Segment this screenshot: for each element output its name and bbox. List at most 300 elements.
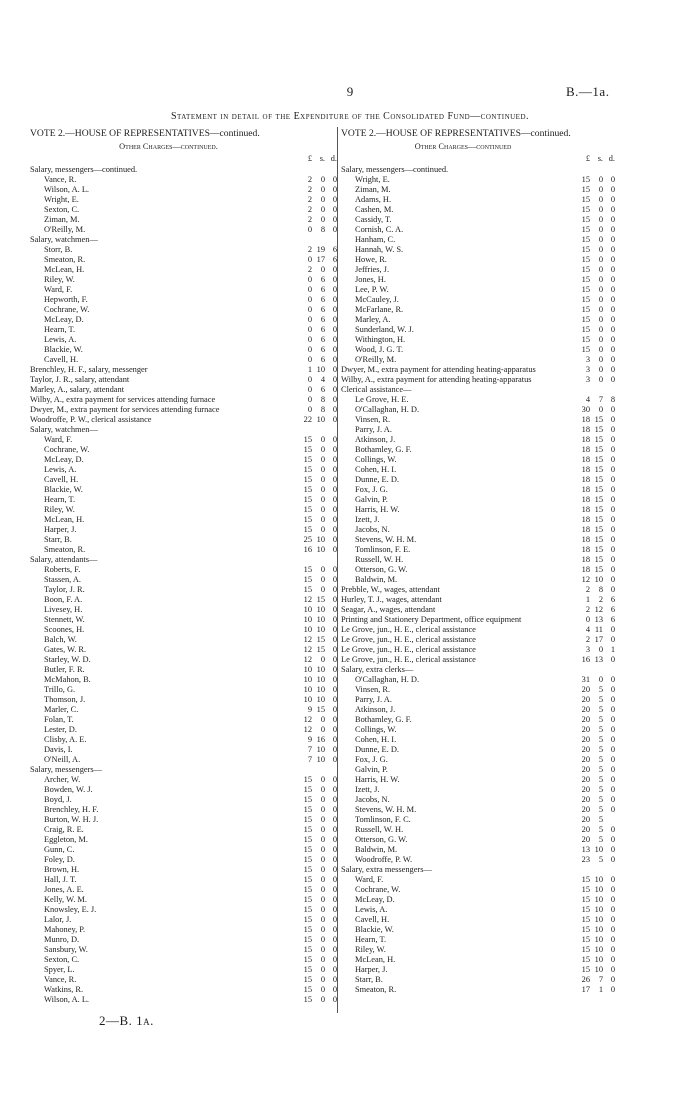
entry-label bbox=[30, 285, 296, 295]
amount-shillings: 5 bbox=[598, 775, 603, 784]
amount bbox=[574, 815, 615, 825]
amount-shillings: 6 bbox=[320, 315, 325, 324]
statement-heading-text: Statement in detail of the Expenditure of the Consolidated Fund—continued. bbox=[170, 111, 530, 122]
amount bbox=[296, 975, 337, 985]
amount-pounds: 15 bbox=[303, 575, 312, 584]
amount-shillings: 0 bbox=[320, 785, 325, 794]
amount-shillings: 6 bbox=[320, 385, 325, 394]
amount-pounds: 3 bbox=[585, 355, 590, 364]
entry-label-text: Salary, watchmen— bbox=[30, 425, 98, 434]
amount bbox=[574, 435, 615, 445]
amount-pence: 0 bbox=[610, 735, 615, 744]
amount bbox=[574, 905, 615, 915]
amount-pence: 0 bbox=[610, 235, 615, 244]
ledger-row bbox=[30, 965, 337, 975]
amount bbox=[296, 885, 337, 895]
entry-label bbox=[30, 545, 296, 555]
ledger-row bbox=[341, 335, 615, 345]
amount-shillings: 11 bbox=[594, 625, 603, 634]
amount-shillings: 0 bbox=[598, 255, 603, 264]
entry-label-text: Fox, J. G. bbox=[355, 755, 388, 764]
amount-pence: 0 bbox=[610, 185, 615, 194]
amount-pence: 0 bbox=[332, 985, 337, 994]
amount-pounds: 23 bbox=[581, 855, 590, 864]
entry-label bbox=[30, 605, 296, 615]
ledger-row bbox=[341, 595, 615, 605]
entry-label bbox=[341, 545, 574, 555]
entry-label bbox=[30, 585, 296, 595]
amount-pounds: 16 bbox=[303, 545, 312, 554]
entry-label-text: Ziman, M. bbox=[355, 185, 391, 194]
amount-shillings: 7 bbox=[598, 975, 603, 984]
amount-pence: 0 bbox=[332, 495, 337, 504]
amount-pounds: 15 bbox=[581, 235, 590, 244]
ledger-row bbox=[30, 625, 337, 635]
amount-pence: 0 bbox=[332, 645, 337, 654]
ledger-row bbox=[341, 465, 615, 475]
ledger-row bbox=[30, 805, 337, 815]
amount bbox=[296, 645, 337, 655]
amount bbox=[296, 595, 337, 605]
entry-label-text: O'Neill, A. bbox=[44, 755, 81, 764]
entry-label-text: Marley, A. bbox=[355, 315, 391, 324]
amount-pounds: 15 bbox=[303, 485, 312, 494]
ledger-row bbox=[30, 205, 337, 215]
vote-title: VOTE 2.—HOUSE OF REPRESENTATIVES—continued. bbox=[341, 128, 571, 139]
amount bbox=[574, 235, 615, 245]
amount-shillings: 15 bbox=[594, 465, 603, 474]
amount-pence: 0 bbox=[610, 675, 615, 684]
ledger-row bbox=[30, 515, 337, 525]
amount-pounds: 15 bbox=[581, 935, 590, 944]
amount-pence: 0 bbox=[332, 715, 337, 724]
amount-pence: 0 bbox=[332, 215, 337, 224]
entry-label bbox=[30, 335, 296, 345]
ledger-row bbox=[30, 455, 337, 465]
ledger-row bbox=[341, 715, 615, 725]
amount bbox=[296, 485, 337, 495]
amount-pounds: 15 bbox=[303, 995, 312, 1004]
currency-header bbox=[30, 153, 337, 165]
ledger-row bbox=[341, 635, 615, 645]
entry-label-text: Cochrane, W. bbox=[44, 445, 90, 454]
amount-pence: 0 bbox=[332, 735, 337, 744]
currency-shillings: s. bbox=[319, 154, 325, 163]
amount bbox=[296, 225, 337, 235]
amount-shillings: 10 bbox=[316, 685, 325, 694]
entry-label-text: Salary, messengers—continued. bbox=[341, 165, 449, 174]
amount-pence: 0 bbox=[610, 455, 615, 464]
entry-label bbox=[341, 945, 574, 955]
amount-pence: 1 bbox=[610, 645, 615, 654]
amount-pence: 0 bbox=[332, 175, 337, 184]
amount-pounds: 3 bbox=[585, 645, 590, 654]
entry-label bbox=[341, 185, 574, 195]
amount-shillings: 15 bbox=[594, 415, 603, 424]
section-heading bbox=[30, 235, 296, 245]
entry-label-text: Wilby, A., extra payment for services attending furnace bbox=[30, 395, 216, 404]
entry-label-text: Cohen, H. I. bbox=[355, 465, 397, 474]
amount bbox=[574, 895, 615, 905]
ledger-row bbox=[30, 575, 337, 585]
amount-pounds: 15 bbox=[303, 805, 312, 814]
entry-label bbox=[341, 255, 574, 265]
entry-label-text: Jacobs, N. bbox=[355, 795, 390, 804]
ledger-row bbox=[30, 785, 337, 795]
ledger-row bbox=[30, 175, 337, 185]
amount bbox=[574, 985, 615, 995]
entry-label-text: Craig, R. E. bbox=[44, 825, 84, 834]
amount-pounds: 25 bbox=[303, 535, 312, 544]
entry-label bbox=[30, 725, 296, 735]
ledger-row bbox=[341, 575, 615, 585]
amount-pence: 0 bbox=[332, 905, 337, 914]
amount-shillings: 10 bbox=[594, 915, 603, 924]
amount bbox=[296, 385, 337, 395]
amount-shillings: 6 bbox=[320, 355, 325, 364]
amount bbox=[574, 955, 615, 965]
amount-shillings: 10 bbox=[316, 605, 325, 614]
entry-label-text: Cochrane, W. bbox=[44, 305, 90, 314]
amount bbox=[296, 325, 337, 335]
entry-label bbox=[30, 305, 296, 315]
amount bbox=[574, 445, 615, 455]
entry-label-text: Hanham, C. bbox=[355, 235, 396, 244]
entry-label bbox=[341, 495, 574, 505]
amount-shillings: 6 bbox=[320, 305, 325, 314]
amount-pence: 0 bbox=[332, 435, 337, 444]
amount-pence: 0 bbox=[332, 415, 337, 424]
amount-shillings: 0 bbox=[598, 235, 603, 244]
entry-label bbox=[30, 365, 296, 375]
amount-pounds: 15 bbox=[581, 885, 590, 894]
amount-pence: 0 bbox=[610, 985, 615, 994]
ledger-row bbox=[341, 235, 615, 245]
amount-shillings: 15 bbox=[316, 635, 325, 644]
amount-pence: 0 bbox=[610, 845, 615, 854]
amount-pounds: 10 bbox=[303, 605, 312, 614]
ledger-row bbox=[30, 435, 337, 445]
amount-shillings: 5 bbox=[598, 725, 603, 734]
amount-shillings: 0 bbox=[320, 975, 325, 984]
entry-label bbox=[341, 285, 574, 295]
amount-pounds: 10 bbox=[303, 695, 312, 704]
entry-label-text: Izett, J. bbox=[355, 785, 380, 794]
amount-pounds: 20 bbox=[581, 745, 590, 754]
entry-label bbox=[341, 415, 574, 425]
amount-pence: 0 bbox=[610, 705, 615, 714]
entry-label-text: Brenchley, H. F., salary, messenger bbox=[30, 365, 148, 374]
entry-label-text: Smeaton, R. bbox=[44, 255, 86, 264]
entry-label bbox=[341, 735, 574, 745]
entry-label bbox=[30, 945, 296, 955]
entry-label-text: Starr, B. bbox=[355, 975, 383, 984]
entry-label-text: Archer, W. bbox=[44, 775, 81, 784]
amount-pence: 0 bbox=[610, 935, 615, 944]
amount-pounds: 10 bbox=[303, 615, 312, 624]
amount-shillings: 10 bbox=[316, 695, 325, 704]
amount-pounds: 15 bbox=[303, 775, 312, 784]
entry-label bbox=[341, 575, 574, 585]
amount bbox=[296, 905, 337, 915]
entry-label-text: Cashen, M. bbox=[355, 205, 394, 214]
ledger-row bbox=[341, 365, 615, 375]
entry-label-text: Blackie, W. bbox=[44, 345, 83, 354]
amount-pence: 0 bbox=[332, 195, 337, 204]
amount-pence: 0 bbox=[610, 305, 615, 314]
amount bbox=[296, 505, 337, 515]
entry-label bbox=[341, 905, 574, 915]
amount-pence: 0 bbox=[332, 605, 337, 614]
amount-pounds: 0 bbox=[307, 335, 312, 344]
ledger-row bbox=[341, 915, 615, 925]
amount-pounds: 20 bbox=[581, 765, 590, 774]
amount-pounds: 18 bbox=[581, 505, 590, 514]
ledger-row bbox=[341, 225, 615, 235]
amount-pounds: 10 bbox=[303, 625, 312, 634]
entry-label bbox=[30, 865, 296, 875]
amount-shillings: 15 bbox=[594, 445, 603, 454]
entry-label-text: Wright, E. bbox=[355, 175, 390, 184]
amount-pounds: 18 bbox=[581, 565, 590, 574]
amount bbox=[296, 545, 337, 555]
amount-shillings: 10 bbox=[594, 575, 603, 584]
entry-label-text: Riley, W. bbox=[44, 275, 75, 284]
amount-pounds: 15 bbox=[303, 955, 312, 964]
entry-label bbox=[30, 705, 296, 715]
amount-shillings: 5 bbox=[598, 785, 603, 794]
amount-pounds: 12 bbox=[303, 645, 312, 654]
entry-label-text: Marler, C. bbox=[44, 705, 79, 714]
amount bbox=[574, 495, 615, 505]
amount bbox=[296, 845, 337, 855]
amount-pence: 0 bbox=[332, 385, 337, 394]
amount-pounds: 2 bbox=[307, 185, 312, 194]
ledger-row bbox=[341, 275, 615, 285]
document-reference: B.—1a. bbox=[566, 84, 610, 99]
ledger-row bbox=[30, 835, 337, 845]
amount-pence: 0 bbox=[610, 365, 615, 374]
amount-shillings: 10 bbox=[594, 905, 603, 914]
entry-label bbox=[30, 735, 296, 745]
amount-pounds: 15 bbox=[303, 825, 312, 834]
amount-pence: 0 bbox=[610, 825, 615, 834]
entry-label bbox=[341, 365, 574, 375]
amount-pence: 0 bbox=[610, 655, 615, 664]
amount bbox=[574, 945, 615, 955]
amount-pounds: 15 bbox=[581, 225, 590, 234]
entry-label bbox=[30, 355, 296, 365]
amount-pounds: 15 bbox=[581, 945, 590, 954]
entry-label-text: Cavell, H. bbox=[44, 475, 79, 484]
amount bbox=[296, 635, 337, 645]
ledger-row bbox=[341, 925, 615, 935]
amount-pounds: 18 bbox=[581, 545, 590, 554]
entry-label-text: Hepworth, F. bbox=[44, 295, 88, 304]
amount-shillings: 0 bbox=[320, 715, 325, 724]
amount-shillings: 0 bbox=[320, 955, 325, 964]
currency-shillings: s. bbox=[597, 154, 603, 163]
amount bbox=[574, 705, 615, 715]
entry-label-text: Wilson, A. L. bbox=[44, 995, 90, 1004]
entry-label bbox=[341, 795, 574, 805]
amount-pounds: 15 bbox=[581, 285, 590, 294]
amount-shillings: 15 bbox=[594, 515, 603, 524]
amount-shillings: 17 bbox=[316, 255, 325, 264]
ledger-row bbox=[30, 265, 337, 275]
amount-pounds: 18 bbox=[581, 455, 590, 464]
entry-label-text: Harris, H. W. bbox=[355, 505, 400, 514]
entry-label-text: Brenchley, H. F. bbox=[44, 805, 99, 814]
entry-label bbox=[341, 705, 574, 715]
amount bbox=[296, 585, 337, 595]
amount-pounds: 20 bbox=[581, 825, 590, 834]
amount-pounds: 15 bbox=[303, 585, 312, 594]
amount bbox=[296, 745, 337, 755]
amount-pence: 0 bbox=[332, 265, 337, 274]
amount-shillings: 5 bbox=[598, 695, 603, 704]
amount-pounds: 0 bbox=[585, 615, 590, 624]
amount-pence: 0 bbox=[332, 595, 337, 604]
amount-pounds: 26 bbox=[581, 975, 590, 984]
amount bbox=[574, 315, 615, 325]
entry-label bbox=[30, 695, 296, 705]
entry-label-text: Vance, R. bbox=[44, 975, 77, 984]
entry-label-text: Dwyer, M., extra payment for attending heating-apparatus bbox=[341, 365, 536, 374]
amount bbox=[296, 715, 337, 725]
amount-shillings: 12 bbox=[594, 605, 603, 614]
ledger-row bbox=[341, 855, 615, 865]
amount-shillings: 0 bbox=[320, 445, 325, 454]
amount-shillings: 0 bbox=[320, 495, 325, 504]
ledger-row bbox=[30, 715, 337, 725]
ledger-row bbox=[30, 185, 337, 195]
entry-label-text: Lalor, J. bbox=[44, 915, 72, 924]
amount-shillings: 0 bbox=[320, 985, 325, 994]
ledger-row bbox=[341, 775, 615, 785]
entry-label bbox=[341, 755, 574, 765]
ledger-row bbox=[341, 605, 615, 615]
amount-shillings: 10 bbox=[594, 955, 603, 964]
amount-pence: 0 bbox=[332, 465, 337, 474]
amount bbox=[296, 365, 337, 375]
entry-label-text: Hall, J. T. bbox=[44, 875, 77, 884]
amount-pounds: 15 bbox=[303, 795, 312, 804]
amount-pounds: 15 bbox=[303, 975, 312, 984]
ledger-row bbox=[30, 985, 337, 995]
amount-pence: 0 bbox=[332, 835, 337, 844]
section-heading bbox=[30, 555, 296, 565]
amount bbox=[574, 335, 615, 345]
amount-pence: 0 bbox=[610, 575, 615, 584]
amount-shillings: 10 bbox=[316, 535, 325, 544]
ledger-row bbox=[341, 355, 615, 365]
entry-label-text: Stennett, W. bbox=[44, 615, 85, 624]
amount bbox=[574, 285, 615, 295]
ledger-row bbox=[30, 685, 337, 695]
entry-label-text: Galvin, P. bbox=[355, 765, 388, 774]
entry-label-text: O'Callaghan, H. D. bbox=[355, 675, 420, 684]
entry-label-text: Cavell, H. bbox=[44, 355, 79, 364]
entry-label bbox=[341, 305, 574, 315]
section-heading-row bbox=[30, 235, 337, 245]
entry-label-text: O'Reilly, M. bbox=[355, 355, 397, 364]
entry-label bbox=[341, 375, 574, 385]
amount-shillings: 5 bbox=[598, 715, 603, 724]
amount-pounds: 0 bbox=[307, 325, 312, 334]
amount-pence: 0 bbox=[610, 895, 615, 904]
amount-pence: 0 bbox=[610, 925, 615, 934]
ledger-row bbox=[341, 735, 615, 745]
amount-pounds: 13 bbox=[581, 845, 590, 854]
entry-label-text: Baldwin, M. bbox=[355, 845, 398, 854]
amount-shillings: 0 bbox=[320, 845, 325, 854]
amount bbox=[296, 915, 337, 925]
amount-shillings: 5 bbox=[598, 685, 603, 694]
entry-label bbox=[341, 245, 574, 255]
entry-label bbox=[30, 175, 296, 185]
amount bbox=[296, 185, 337, 195]
amount-pence: 0 bbox=[332, 685, 337, 694]
ledger-row bbox=[30, 285, 337, 295]
amount-pounds: 2 bbox=[585, 605, 590, 614]
entry-label-text: Gates, W. R. bbox=[44, 645, 87, 654]
amount-shillings: 0 bbox=[320, 995, 325, 1004]
entry-label bbox=[30, 655, 296, 665]
currency-pounds: £ bbox=[307, 154, 312, 163]
amount-pounds: 7 bbox=[307, 745, 312, 754]
amount-pounds: 15 bbox=[581, 915, 590, 924]
amount bbox=[574, 455, 615, 465]
ledger-row bbox=[30, 855, 337, 865]
amount-shillings: 0 bbox=[320, 885, 325, 894]
entry-label-text: Foley, D. bbox=[44, 855, 75, 864]
entry-label bbox=[30, 905, 296, 915]
entry-label bbox=[341, 695, 574, 705]
amount-pence: 0 bbox=[610, 545, 615, 554]
entry-label-text: Printing and Stationery Department, office equipment bbox=[341, 615, 522, 624]
entry-label-text: Ward, F. bbox=[44, 285, 73, 294]
entry-label-text: Watkins, R. bbox=[44, 985, 84, 994]
entry-label-text: Salary, extra messengers— bbox=[341, 865, 432, 874]
amount-pence: 0 bbox=[610, 805, 615, 814]
entry-label bbox=[341, 605, 574, 615]
amount-shillings: 19 bbox=[316, 245, 325, 254]
amount bbox=[296, 825, 337, 835]
amount-shillings: 10 bbox=[594, 875, 603, 884]
amount-pence: 0 bbox=[610, 725, 615, 734]
entry-label-text: Boyd, J. bbox=[44, 795, 72, 804]
amount bbox=[296, 615, 337, 625]
amount-pence: 0 bbox=[610, 335, 615, 344]
entry-label bbox=[30, 925, 296, 935]
amount-pence: 0 bbox=[332, 615, 337, 624]
ledger-row bbox=[341, 675, 615, 685]
ledger-row bbox=[341, 615, 615, 625]
amount bbox=[296, 705, 337, 715]
entry-label bbox=[30, 565, 296, 575]
amount-pence: 0 bbox=[332, 875, 337, 884]
entry-label bbox=[30, 385, 296, 395]
entry-label bbox=[30, 955, 296, 965]
amount-pence: 0 bbox=[610, 315, 615, 324]
amount bbox=[574, 255, 615, 265]
ledger-row bbox=[30, 825, 337, 835]
amount-pounds: 20 bbox=[581, 755, 590, 764]
amount-pence: 0 bbox=[610, 775, 615, 784]
amount bbox=[574, 885, 615, 895]
entry-label-text: Salary, attendants— bbox=[30, 555, 98, 564]
